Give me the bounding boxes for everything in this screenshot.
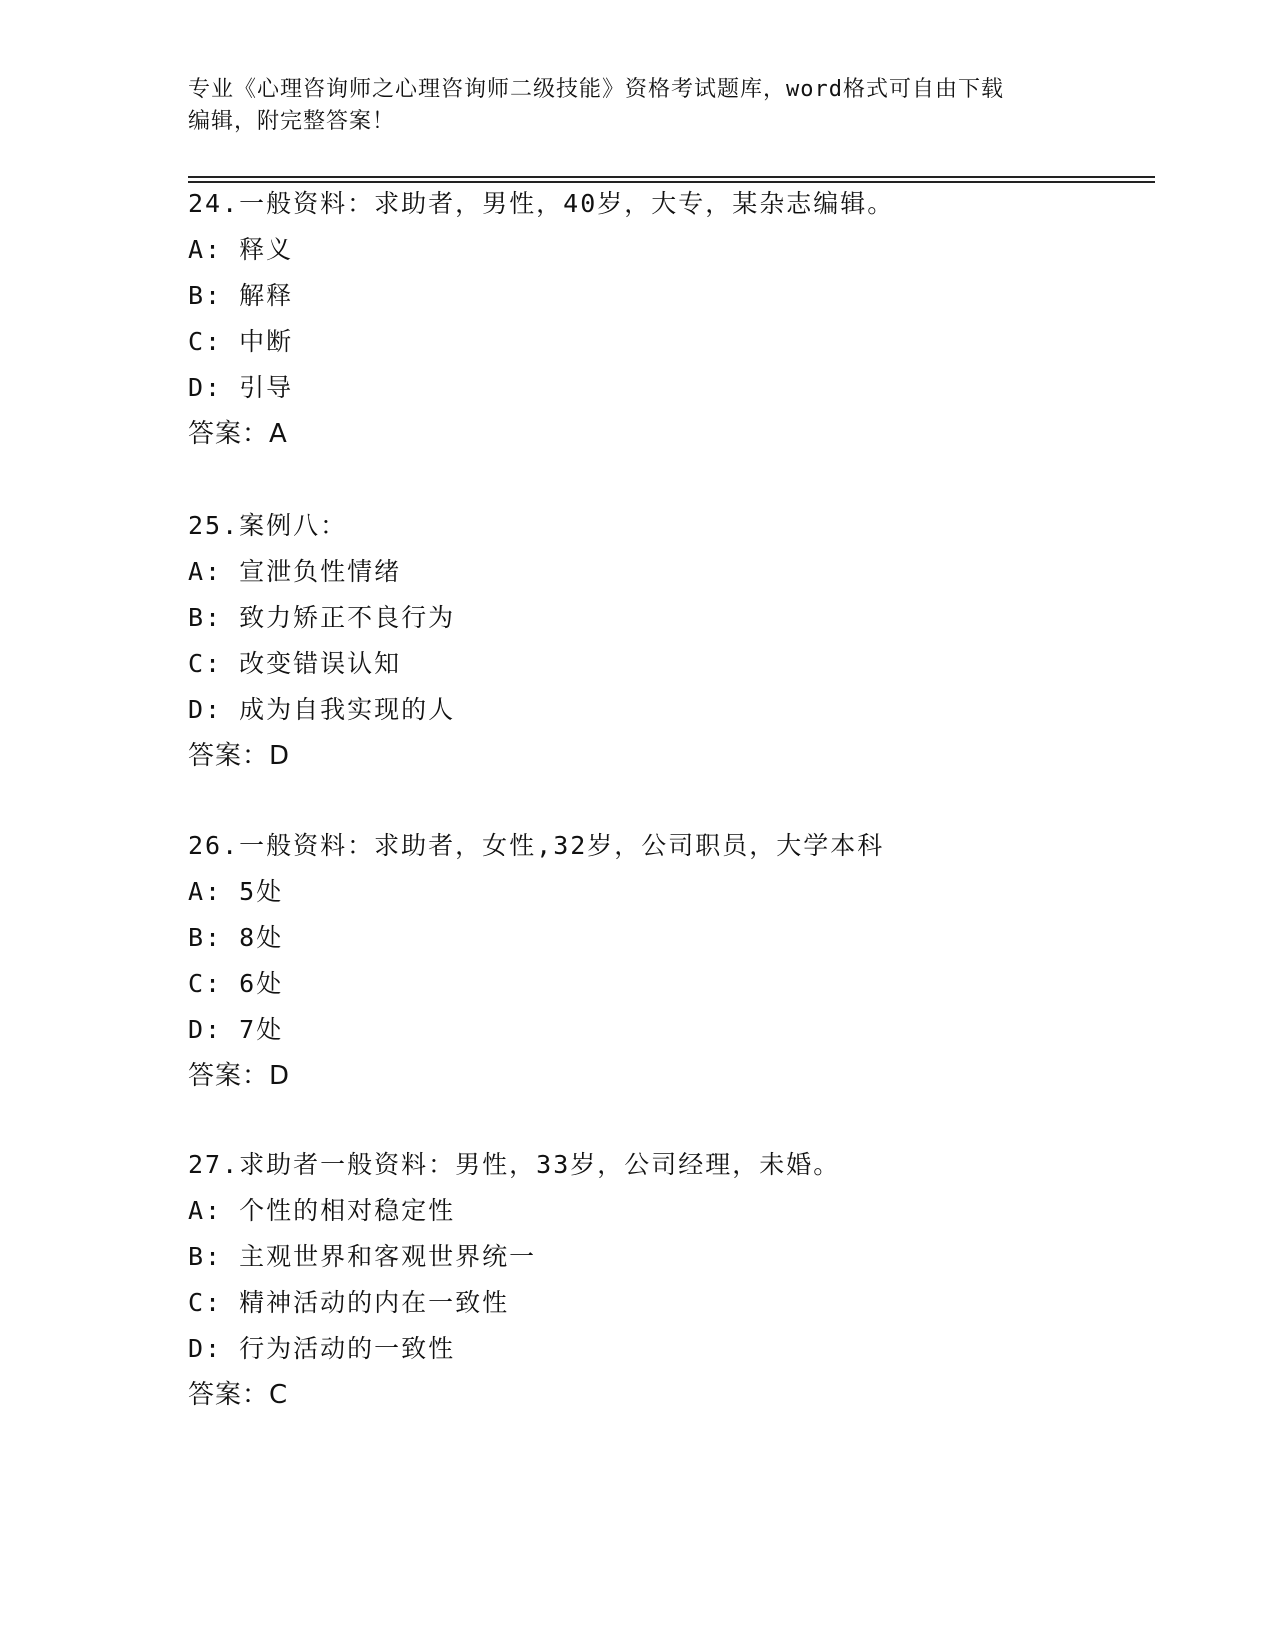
question-26 [188, 823, 1148, 1099]
option-b: B: 主观世界和客观世界统一 [188, 1242, 537, 1271]
option-b: B: 解释 [188, 281, 294, 310]
question-title: 25.案例八： [188, 511, 348, 540]
question-27 [188, 1142, 1148, 1418]
option-a: A: 个性的相对稳定性 [188, 1196, 456, 1225]
option-c: C: 中断 [188, 327, 294, 356]
question-title: 26.一般资料：求助者，女性,32岁，公司职员，大学本科 [188, 831, 885, 860]
answer: 答案：A [188, 419, 288, 449]
option-c: C: 改变错误认知 [188, 649, 402, 678]
option-d: D: 引导 [188, 373, 294, 402]
option-b: B: 8处 [188, 923, 284, 952]
header-line-1: 专业《心理咨询师之心理咨询师二级技能》资格考试题库，word格式可自由下载 [188, 77, 1004, 102]
option-c: C: 6处 [188, 969, 284, 998]
answer: 答案：D [188, 741, 291, 771]
header-divider-top [188, 176, 1155, 178]
question-title: 24.一般资料：求助者，男性，40岁，大专，某杂志编辑。 [188, 189, 895, 218]
question-25 [188, 503, 1148, 779]
option-d: D: 7处 [188, 1015, 284, 1044]
document-header [188, 74, 1068, 138]
option-a: A: 5处 [188, 877, 284, 906]
answer: 答案：C [188, 1380, 289, 1410]
option-d: D: 行为活动的一致性 [188, 1334, 456, 1363]
option-d: D: 成为自我实现的人 [188, 695, 456, 724]
option-a: A: 宣泄负性情绪 [188, 557, 402, 586]
header-line-2: 编辑，附完整答案！ [188, 109, 396, 134]
question-title: 27.求助者一般资料：男性，33岁，公司经理，未婚。 [188, 1150, 841, 1179]
question-24 [188, 181, 1148, 457]
option-b: B: 致力矫正不良行为 [188, 603, 456, 632]
answer: 答案：D [188, 1061, 291, 1091]
option-c: C: 精神活动的内在一致性 [188, 1288, 510, 1317]
option-a: A: 释义 [188, 235, 294, 264]
